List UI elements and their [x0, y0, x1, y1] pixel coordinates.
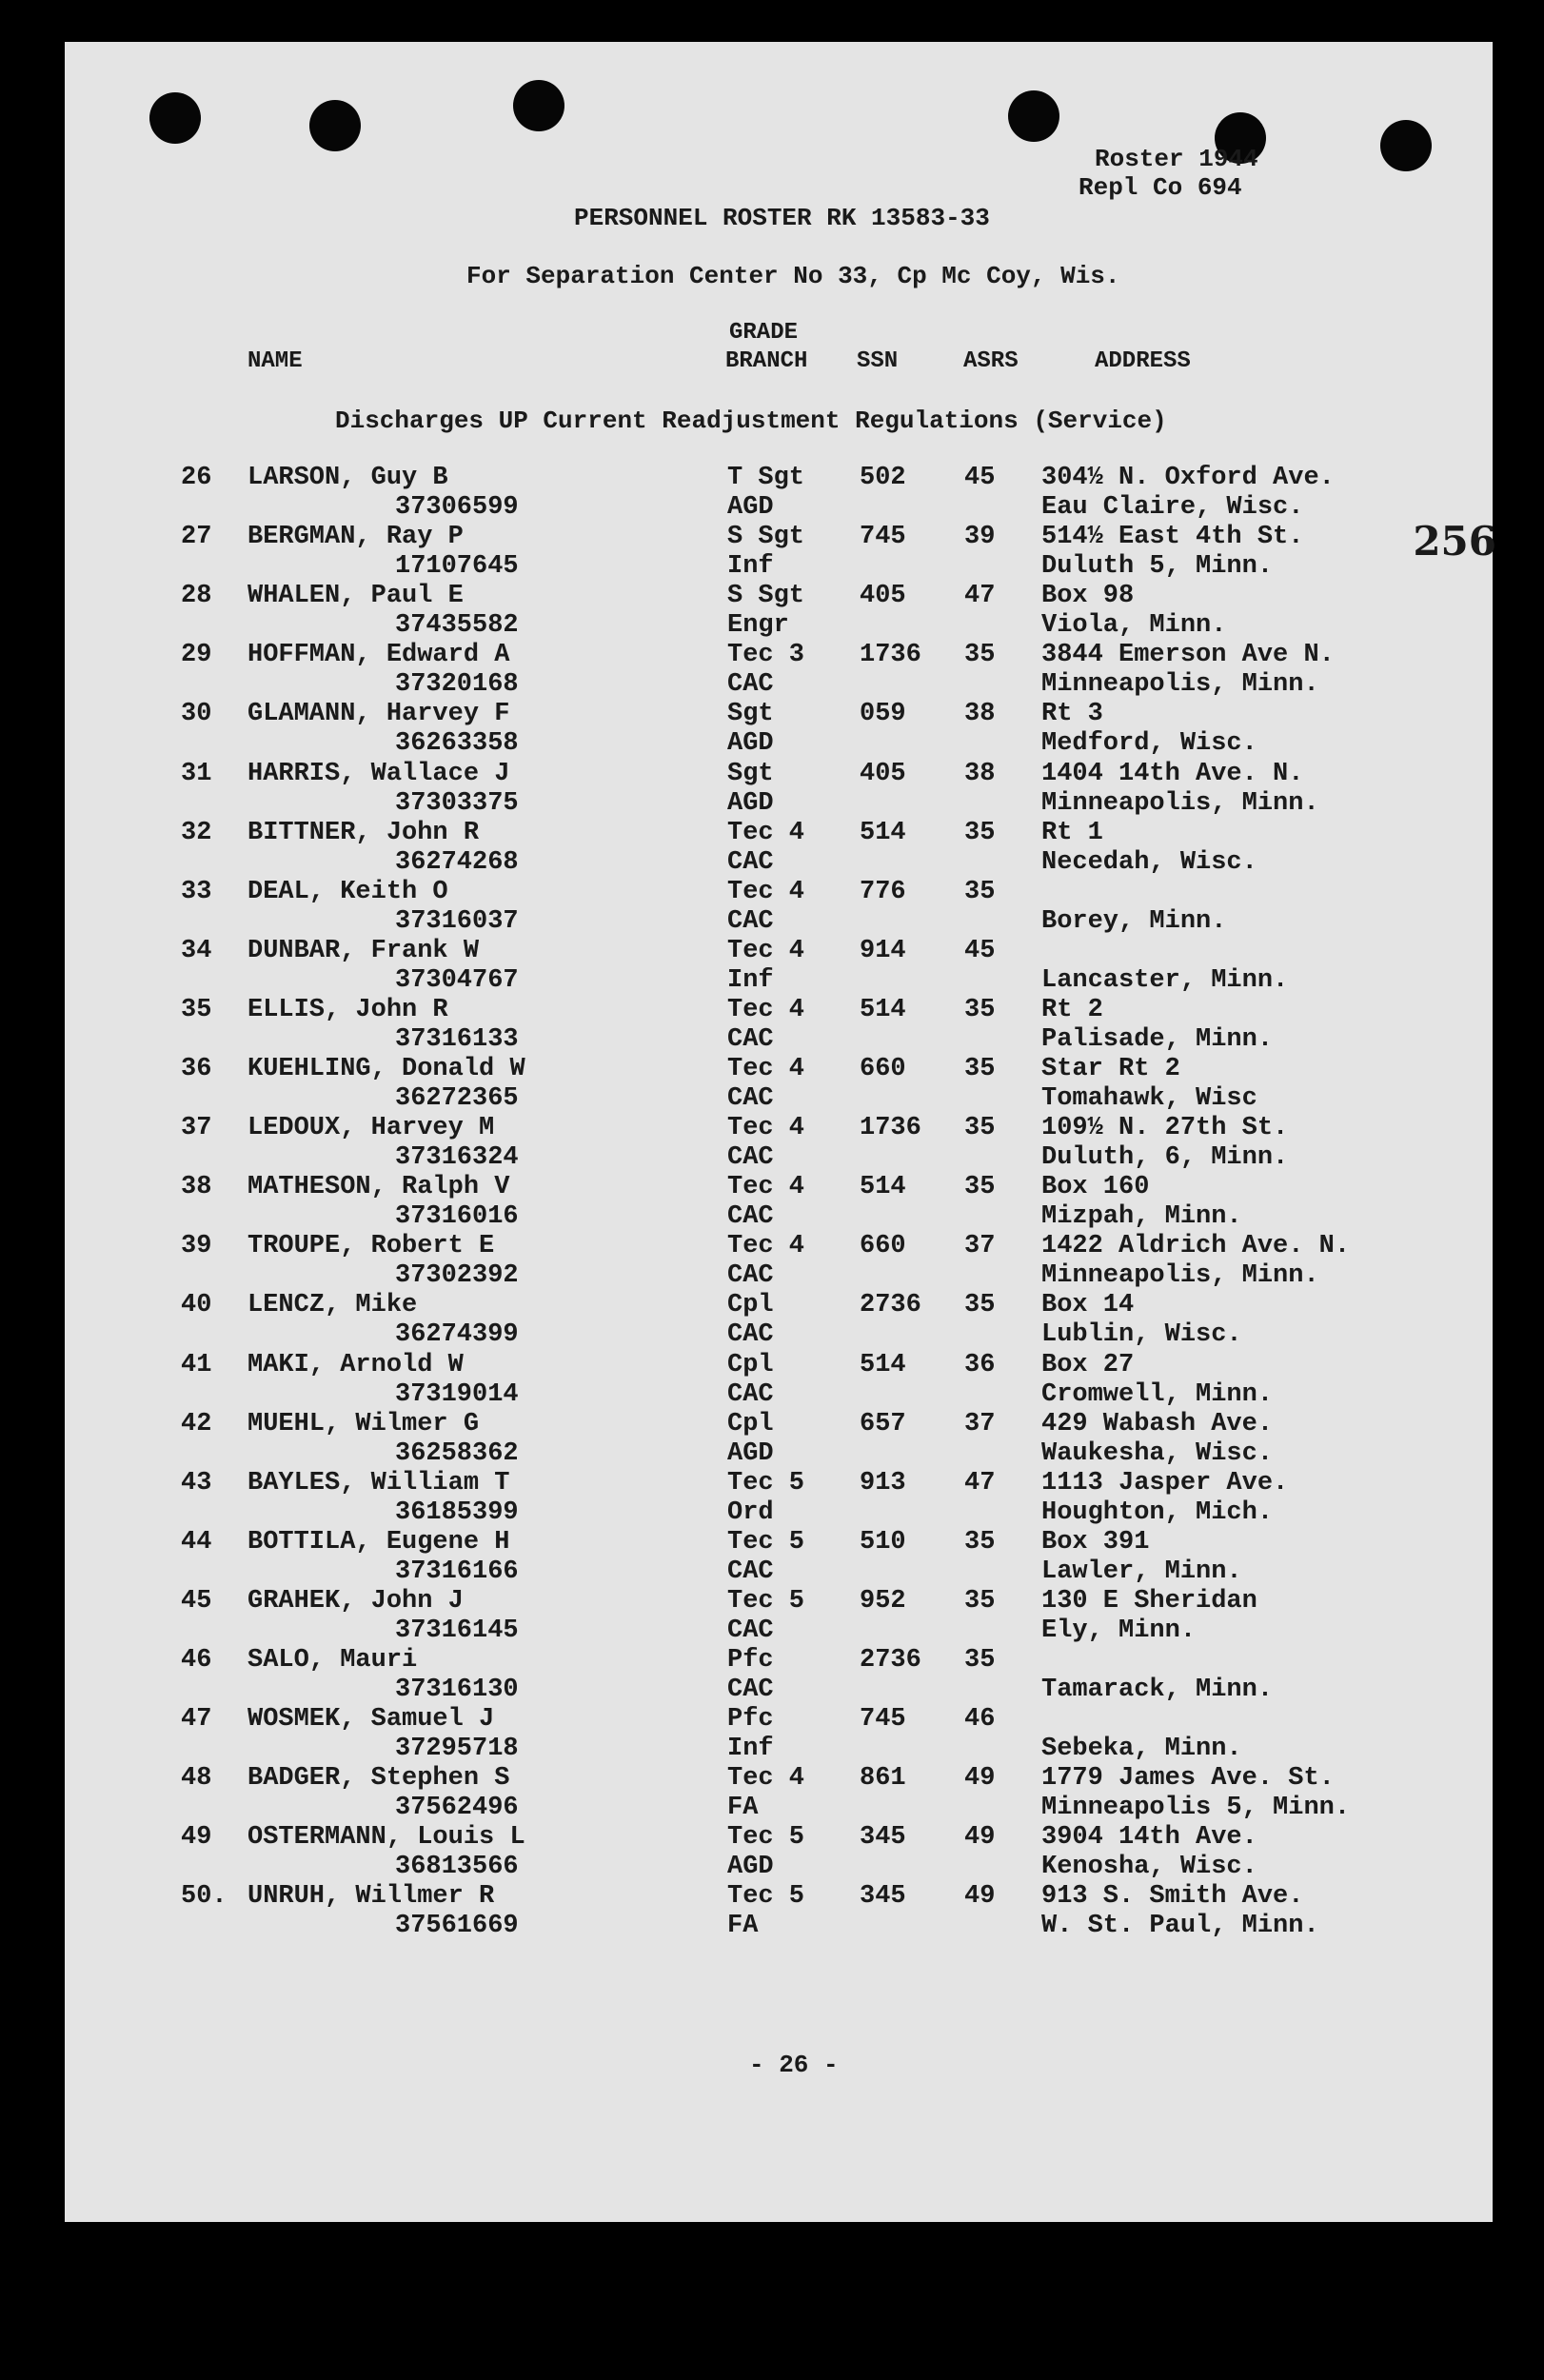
ssn: 510	[860, 1527, 906, 1557]
asrs-score: 35	[964, 641, 996, 670]
address-line-2: Duluth, 6, Minn.	[1041, 1143, 1289, 1173]
grade: Tec 4	[727, 818, 805, 847]
address-line-2: Minneapolis 5, Minn.	[1041, 1794, 1351, 1823]
address-line-2: Medford, Wisc.	[1041, 729, 1257, 759]
serial-number: 37316037	[395, 906, 519, 936]
row-number: 34	[181, 936, 212, 965]
address-line-1: Box 14	[1041, 1291, 1135, 1320]
asrs-score: 38	[964, 700, 996, 729]
soldier-name: LARSON, Guy B	[247, 464, 448, 492]
asrs-score: 35	[964, 1114, 996, 1143]
row-number: 26	[181, 464, 212, 492]
soldier-name: HOFFMAN, Edward A	[247, 641, 510, 670]
branch: CAC	[727, 670, 774, 700]
asrs-score: 49	[964, 1823, 996, 1853]
table-row	[0, 937, 1544, 996]
serial-number: 37302392	[395, 1261, 519, 1291]
punch-hole	[513, 80, 564, 131]
roster-title: PERSONNEL ROSTER RK 13583-33	[574, 204, 990, 232]
table-row	[0, 641, 1544, 700]
ssn: 745	[860, 523, 906, 552]
branch: CAC	[727, 1379, 774, 1409]
serial-number: 37316166	[395, 1557, 519, 1586]
grade: Tec 4	[727, 1055, 805, 1083]
branch: CAC	[727, 1261, 774, 1291]
punch-hole	[1008, 90, 1059, 142]
ssn: 745	[860, 1705, 906, 1735]
serial-number: 36813566	[395, 1853, 519, 1882]
ssn: 1736	[860, 1114, 921, 1143]
table-row	[0, 1469, 1544, 1528]
table-row	[0, 1528, 1544, 1587]
address-line-2: Waukesha, Wisc.	[1041, 1438, 1274, 1468]
address-line-2: Tomahawk, Wisc	[1041, 1084, 1257, 1113]
asrs-score: 35	[964, 1173, 996, 1202]
address-line-1: Box 391	[1041, 1527, 1150, 1557]
soldier-name: MATHESON, Ralph V	[247, 1173, 510, 1202]
row-number: 41	[181, 1350, 212, 1379]
address-line-2: Borey, Minn.	[1041, 906, 1227, 936]
asrs-score: 45	[964, 936, 996, 965]
address-line-2: Houghton, Mich.	[1041, 1497, 1274, 1527]
soldier-name: BAYLES, William T	[247, 1468, 510, 1497]
address-line-2: Kenosha, Wisc.	[1041, 1853, 1257, 1882]
branch: CAC	[727, 847, 774, 877]
asrs-score: 35	[964, 1527, 996, 1557]
soldier-name: WHALEN, Paul E	[247, 582, 464, 611]
column-header-ssn: SSN	[857, 348, 899, 374]
ssn: 952	[860, 1586, 906, 1616]
row-number: 40	[181, 1291, 212, 1320]
soldier-name: TROUPE, Robert E	[247, 1232, 495, 1261]
ssn: 657	[860, 1409, 906, 1438]
asrs-score: 47	[964, 1468, 996, 1497]
branch: CAC	[727, 1676, 774, 1704]
soldier-name: DUNBAR, Frank W	[247, 936, 480, 965]
margin-number: 256	[1413, 518, 1496, 565]
branch: CAC	[727, 1202, 774, 1232]
address-line-1: 913 S. Smith Ave.	[1041, 1882, 1304, 1912]
column-header-address: ADDRESS	[1095, 348, 1191, 374]
section-title: Discharges UP Current Readjustment Regulations (Service)	[335, 407, 1167, 435]
serial-number: 37303375	[395, 788, 519, 818]
punch-hole	[149, 92, 201, 144]
serial-number: 36274399	[395, 1320, 519, 1350]
row-number: 47	[181, 1705, 212, 1735]
ssn: 776	[860, 877, 906, 906]
asrs-score: 45	[964, 464, 996, 492]
table-row	[0, 464, 1544, 523]
ssn: 914	[860, 936, 906, 965]
grade: Pfc	[727, 1705, 774, 1735]
table-row	[0, 1291, 1544, 1350]
table-row	[0, 1410, 1544, 1469]
row-number: 30	[181, 700, 212, 729]
replacement-company-note: Repl Co 694	[1079, 173, 1242, 202]
row-number: 32	[181, 818, 212, 847]
table-row	[0, 1646, 1544, 1705]
row-number: 46	[181, 1646, 212, 1675]
address-line-1: 429 Wabash Ave.	[1041, 1409, 1274, 1438]
row-number: 45	[181, 1586, 212, 1616]
row-number: 33	[181, 877, 212, 906]
soldier-name: HARRIS, Wallace J	[247, 759, 510, 788]
asrs-score: 38	[964, 759, 996, 788]
asrs-score: 39	[964, 523, 996, 552]
grade: S Sgt	[727, 523, 805, 552]
grade: Tec 4	[727, 1764, 805, 1794]
table-row	[0, 1232, 1544, 1291]
grade: Tec 5	[727, 1468, 805, 1497]
ssn: 059	[860, 700, 906, 729]
soldier-name: OSTERMANN, Louis L	[247, 1823, 525, 1853]
table-row	[0, 760, 1544, 819]
branch: AGD	[727, 788, 774, 818]
grade: Tec 5	[727, 1527, 805, 1557]
ssn: 660	[860, 1232, 906, 1261]
asrs-score: 36	[964, 1350, 996, 1379]
grade: Tec 5	[727, 1882, 805, 1912]
table-row	[0, 1055, 1544, 1114]
ssn: 514	[860, 995, 906, 1024]
column-header-branch: BRANCH	[725, 348, 808, 374]
row-number: 31	[181, 759, 212, 788]
serial-number: 37295718	[395, 1735, 519, 1764]
soldier-name: WOSMEK, Samuel J	[247, 1705, 495, 1735]
asrs-score: 35	[964, 877, 996, 906]
row-number: 28	[181, 582, 212, 611]
page-number: - 26 -	[749, 2051, 839, 2079]
table-row	[0, 1587, 1544, 1646]
grade: T Sgt	[727, 464, 805, 492]
branch: Inf	[727, 965, 774, 995]
asrs-score: 35	[964, 1055, 996, 1083]
punch-hole	[1380, 120, 1432, 171]
branch: CAC	[727, 906, 774, 936]
ssn: 2736	[860, 1646, 921, 1675]
address-line-1: Box 27	[1041, 1350, 1135, 1379]
table-row	[0, 1705, 1544, 1764]
address-line-2: Lublin, Wisc.	[1041, 1320, 1242, 1350]
address-line-2: Duluth 5, Minn.	[1041, 552, 1274, 582]
serial-number: 37304767	[395, 965, 519, 995]
address-line-2: Lancaster, Minn.	[1041, 965, 1289, 995]
grade: Sgt	[727, 759, 774, 788]
row-number: 44	[181, 1527, 212, 1557]
table-row	[0, 996, 1544, 1055]
soldier-name: BADGER, Stephen S	[247, 1764, 510, 1794]
asrs-score: 35	[964, 1646, 996, 1675]
branch: AGD	[727, 493, 774, 522]
branch: CAC	[727, 1084, 774, 1113]
address-line-2: Ely, Minn.	[1041, 1616, 1197, 1645]
punch-hole	[309, 100, 361, 151]
grade: Tec 3	[727, 641, 805, 670]
column-header-grade: GRADE	[729, 320, 799, 346]
serial-number: 37316324	[395, 1143, 519, 1173]
ssn: 1736	[860, 641, 921, 670]
ssn: 405	[860, 759, 906, 788]
address-line-2: W. St. Paul, Minn.	[1041, 1912, 1319, 1941]
serial-number: 36185399	[395, 1497, 519, 1527]
table-row	[0, 1173, 1544, 1232]
address-line-1: 1404 14th Ave. N.	[1041, 759, 1304, 788]
address-line-1: 3904 14th Ave.	[1041, 1823, 1257, 1853]
ssn: 861	[860, 1764, 906, 1794]
asrs-score: 49	[964, 1764, 996, 1794]
ssn: 405	[860, 582, 906, 611]
branch: CAC	[727, 1557, 774, 1586]
address-line-2: Lawler, Minn.	[1041, 1557, 1242, 1586]
asrs-score: 47	[964, 582, 996, 611]
serial-number: 37562496	[395, 1794, 519, 1823]
branch: Inf	[727, 552, 774, 582]
address-line-1: Box 98	[1041, 582, 1135, 611]
ssn: 345	[860, 1823, 906, 1853]
column-header-name: NAME	[247, 348, 303, 374]
grade: Tec 4	[727, 877, 805, 906]
ssn: 514	[860, 1173, 906, 1202]
serial-number: 37316133	[395, 1024, 519, 1054]
address-line-2: Mizpah, Minn.	[1041, 1202, 1242, 1232]
serial-number: 37561669	[395, 1912, 519, 1941]
asrs-score: 35	[964, 1291, 996, 1320]
soldier-name: ELLIS, John R	[247, 995, 448, 1024]
serial-number: 37316016	[395, 1202, 519, 1232]
soldier-name: MAKI, Arnold W	[247, 1350, 464, 1379]
address-line-1: Rt 1	[1041, 818, 1103, 847]
branch: CAC	[727, 1616, 774, 1645]
address-line-2: Eau Claire, Wisc.	[1041, 493, 1304, 522]
asrs-score: 46	[964, 1705, 996, 1735]
address-line-2: Sebeka, Minn.	[1041, 1735, 1242, 1764]
row-number: 35	[181, 995, 212, 1024]
ssn: 514	[860, 818, 906, 847]
asrs-score: 35	[964, 818, 996, 847]
grade: Cpl	[727, 1350, 774, 1379]
row-number: 49	[181, 1823, 212, 1853]
grade: Tec 4	[727, 936, 805, 965]
asrs-score: 37	[964, 1232, 996, 1261]
address-line-1: 1779 James Ave. St.	[1041, 1764, 1335, 1794]
row-number: 37	[181, 1114, 212, 1143]
asrs-score: 35	[964, 995, 996, 1024]
branch: AGD	[727, 1853, 774, 1882]
row-number: 27	[181, 523, 212, 552]
address-line-1: 514½ East 4th St.	[1041, 523, 1304, 552]
soldier-name: DEAL, Keith O	[247, 877, 448, 906]
address-line-2: Necedah, Wisc.	[1041, 847, 1257, 877]
address-line-1: Rt 3	[1041, 700, 1103, 729]
row-number: 39	[181, 1232, 212, 1261]
address-line-2: Minneapolis, Minn.	[1041, 1261, 1319, 1291]
address-line-1: Box 160	[1041, 1173, 1150, 1202]
serial-number: 36258362	[395, 1438, 519, 1468]
table-row	[0, 700, 1544, 759]
asrs-score: 35	[964, 1586, 996, 1616]
ssn: 2736	[860, 1291, 921, 1320]
branch: CAC	[727, 1143, 774, 1173]
grade: Tec 5	[727, 1586, 805, 1616]
serial-number: 37316145	[395, 1616, 519, 1645]
branch: CAC	[727, 1320, 774, 1350]
serial-number: 36272365	[395, 1084, 519, 1113]
branch: Ord	[727, 1497, 774, 1527]
soldier-name: UNRUH, Willmer R	[247, 1882, 495, 1912]
row-number: 43	[181, 1468, 212, 1497]
grade: Tec 4	[727, 1232, 805, 1261]
address-line-1: 1422 Aldrich Ave. N.	[1041, 1232, 1351, 1261]
soldier-name: SALO, Mauri	[247, 1646, 418, 1675]
address-line-2: Minneapolis, Minn.	[1041, 788, 1319, 818]
address-line-1: 304½ N. Oxford Ave.	[1041, 464, 1335, 492]
roster-subtitle: For Separation Center No 33, Cp Mc Coy, Wis.	[466, 262, 1120, 290]
address-line-1: 130 E Sheridan	[1041, 1586, 1257, 1616]
grade: S Sgt	[727, 582, 805, 611]
address-line-1: 109½ N. 27th St.	[1041, 1114, 1289, 1143]
soldier-name: BITTNER, John R	[247, 818, 480, 847]
grade: Pfc	[727, 1646, 774, 1675]
table-row	[0, 878, 1544, 937]
row-number: 42	[181, 1409, 212, 1438]
soldier-name: KUEHLING, Donald W	[247, 1055, 525, 1083]
soldier-name: LENCZ, Mike	[247, 1291, 418, 1320]
ssn: 502	[860, 464, 906, 492]
branch: FA	[727, 1794, 759, 1823]
serial-number: 37435582	[395, 611, 519, 641]
grade: Cpl	[727, 1409, 774, 1438]
table-row	[0, 1823, 1544, 1882]
table-row	[0, 523, 1544, 582]
address-line-1: 3844 Emerson Ave N.	[1041, 641, 1335, 670]
soldier-name: BERGMAN, Ray P	[247, 523, 464, 552]
ssn: 514	[860, 1350, 906, 1379]
roster-corner-note: Roster 1944	[1095, 145, 1258, 173]
branch: Engr	[727, 611, 789, 641]
row-number: 29	[181, 641, 212, 670]
branch: AGD	[727, 1438, 774, 1468]
serial-number: 37320168	[395, 670, 519, 700]
grade: Cpl	[727, 1291, 774, 1320]
address-line-2: Minneapolis, Minn.	[1041, 670, 1319, 700]
branch: Inf	[727, 1735, 774, 1764]
ssn: 345	[860, 1882, 906, 1912]
serial-number: 17107645	[395, 552, 519, 582]
asrs-score: 49	[964, 1882, 996, 1912]
soldier-name: GRAHEK, John J	[247, 1586, 464, 1616]
serial-number: 37306599	[395, 493, 519, 522]
grade: Sgt	[727, 700, 774, 729]
grade: Tec 4	[727, 1173, 805, 1202]
table-row	[0, 582, 1544, 641]
serial-number: 37316130	[395, 1676, 519, 1704]
table-row	[0, 819, 1544, 878]
ssn: 660	[860, 1055, 906, 1083]
address-line-2: Tamarack, Minn.	[1041, 1676, 1274, 1704]
table-row	[0, 1114, 1544, 1173]
row-number: 48	[181, 1764, 212, 1794]
asrs-score: 37	[964, 1409, 996, 1438]
soldier-name: BOTTILA, Eugene H	[247, 1527, 510, 1557]
row-number: 38	[181, 1173, 212, 1202]
soldier-name: LEDOUX, Harvey M	[247, 1114, 495, 1143]
address-line-2: Palisade, Minn.	[1041, 1024, 1274, 1054]
grade: Tec 4	[727, 1114, 805, 1143]
branch: CAC	[727, 1024, 774, 1054]
ssn: 913	[860, 1468, 906, 1497]
address-line-1: Rt 2	[1041, 995, 1103, 1024]
address-line-1: Star Rt 2	[1041, 1055, 1180, 1083]
soldier-name: MUEHL, Wilmer G	[247, 1409, 480, 1438]
row-number: 36	[181, 1055, 212, 1083]
column-header-asrs: ASRS	[963, 348, 1019, 374]
serial-number: 37319014	[395, 1379, 519, 1409]
serial-number: 36263358	[395, 729, 519, 759]
table-row	[0, 1882, 1544, 1941]
serial-number: 36274268	[395, 847, 519, 877]
row-number: 50.	[181, 1882, 228, 1912]
grade: Tec 4	[727, 995, 805, 1024]
address-line-1: 1113 Jasper Ave.	[1041, 1468, 1289, 1497]
grade: Tec 5	[727, 1823, 805, 1853]
address-line-2: Viola, Minn.	[1041, 611, 1227, 641]
soldier-name: GLAMANN, Harvey F	[247, 700, 510, 729]
table-row	[0, 1351, 1544, 1410]
branch: FA	[727, 1912, 759, 1941]
address-line-2: Cromwell, Minn.	[1041, 1379, 1274, 1409]
table-row	[0, 1764, 1544, 1823]
branch: AGD	[727, 729, 774, 759]
